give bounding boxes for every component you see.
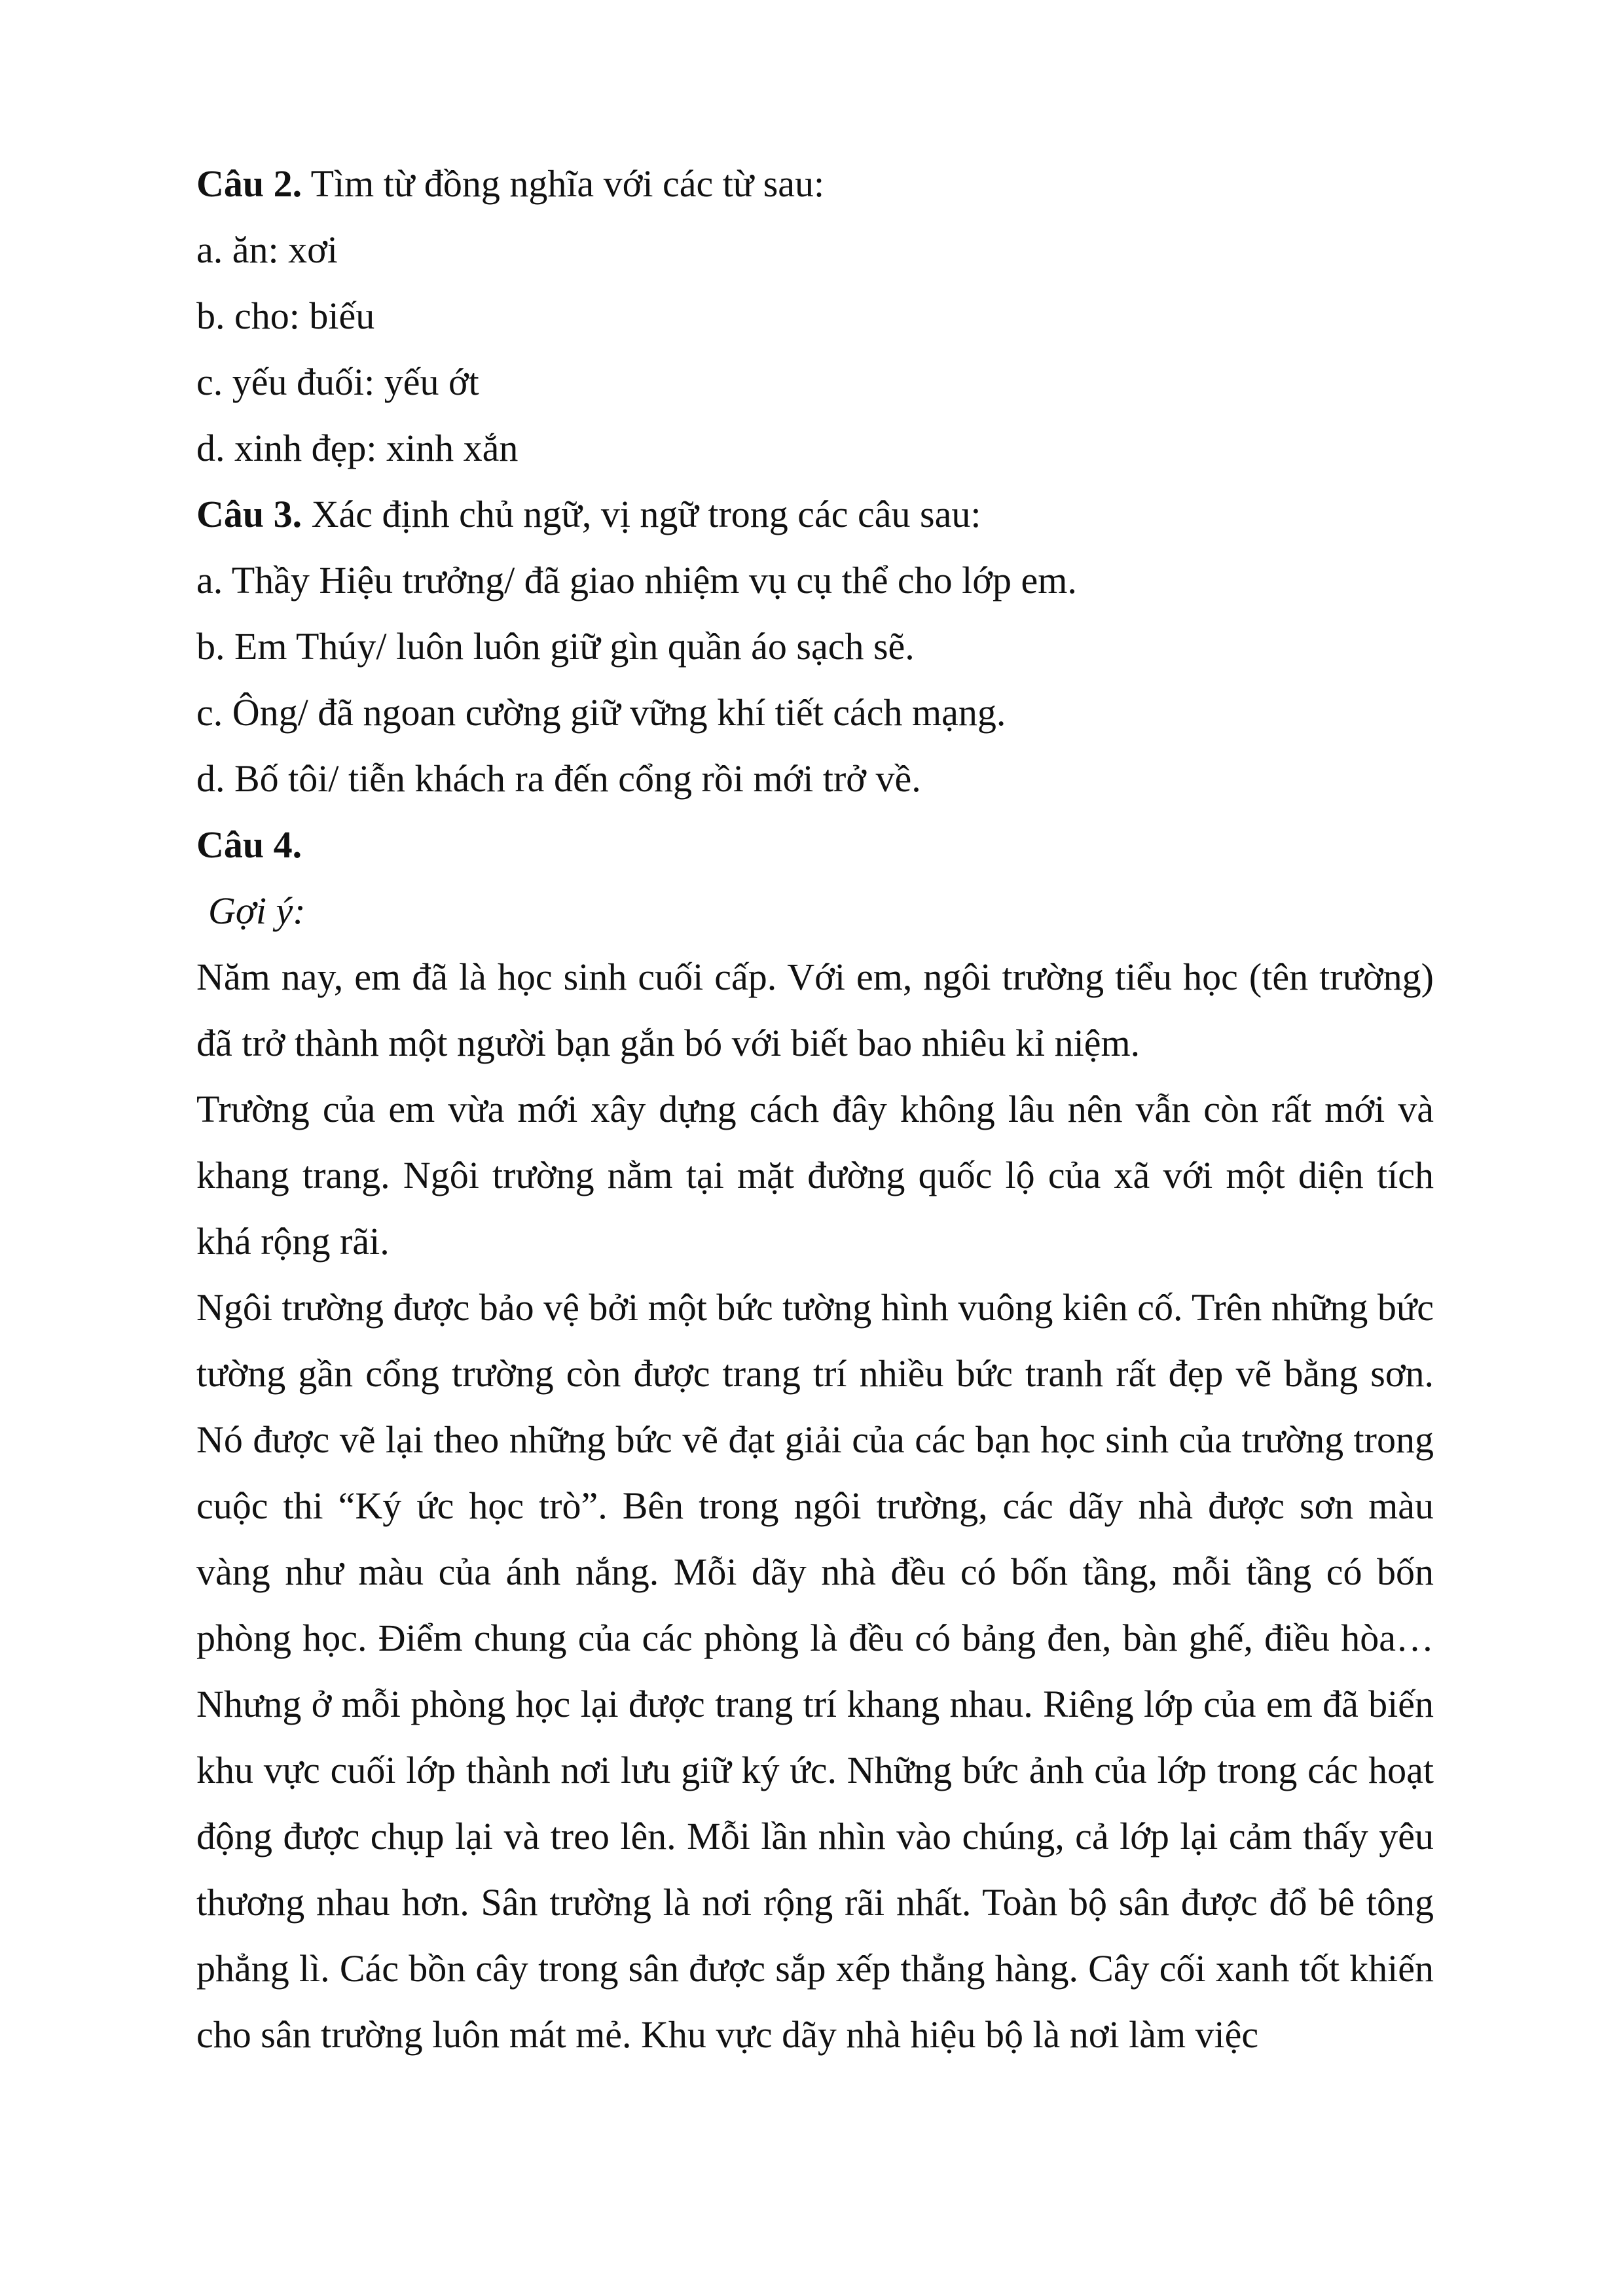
question-3-heading — [196, 481, 1434, 547]
question-2-item-b: b. cho: biếu — [196, 295, 375, 337]
question-3-item-a: a. Thầy Hiệu trưởng/ đã giao nhiệm vụ cụ thể cho lớp em. — [196, 559, 1077, 601]
question-2-label: Câu 2. — [196, 162, 302, 205]
document-content — [196, 151, 1434, 2068]
question-3-label: Câu 3. — [196, 493, 302, 535]
question-2-item-d: d. xinh đẹp: xinh xắn — [196, 427, 519, 469]
question-3-prompt: Xác định chủ ngữ, vị ngữ trong các câu sau: — [302, 493, 981, 535]
question-3-item-b: b. Em Thúy/ luôn luôn giữ gìn quần áo sạch sẽ. — [196, 625, 915, 668]
question-4-label: Câu 4. — [196, 823, 302, 866]
question-2-item-c: c. yếu đuối: yếu ớt — [196, 361, 479, 403]
question-2-prompt: Tìm từ đồng nghĩa với các từ sau: — [302, 162, 825, 205]
question-2-item-a: a. ăn: xơi — [196, 228, 338, 271]
question-3-item-d: d. Bố tôi/ tiễn khách ra đến cổng rồi mới trở về. — [196, 757, 921, 800]
essay-paragraph-1: Năm nay, em đã là học sinh cuối cấp. Với em, ngôi trường tiểu học (tên trường) đã trở thành một người bạn gắn bó với biết bao nhiêu kỉ niệm. — [196, 956, 1434, 1064]
essay-paragraph-2: Trường của em vừa mới xây dựng cách đây không lâu nên vẫn còn rất mới và khang trang. Ngôi trường nằm tại mặt đường quốc lộ của xã với một diện tích khá rộng rãi. — [196, 1088, 1434, 1263]
question-2-heading — [196, 151, 1434, 217]
question-3-item-c: c. Ông/ đã ngoan cường giữ vững khí tiết cách mạng. — [196, 691, 1006, 734]
question-4-hint: Gợi ý: — [208, 889, 306, 932]
essay-paragraph-3: Ngôi trường được bảo vệ bởi một bức tường hình vuông kiên cố. Trên những bức tường gần cổng trường còn được trang trí nhiều bức tranh rất đẹp vẽ bằng sơn. Nó được vẽ lại theo những bức vẽ đạt giải của các bạn học sinh của trường trong cuộc thi “Ký ức học trò”. Bên trong ngôi trường, các dãy nhà được sơn màu vàng như màu của ánh nắng. Mỗi dãy nhà đều có bốn tầng, mỗi tầng có bốn phòng học. Điểm chung của các phòng là đều có bảng đen, bàn ghế, điều hòa… Nhưng ở mỗi phòng học lại được trang trí khang nhau. Riêng lớp của em đã biến khu vực cuối lớp thành nơi lưu giữ ký ức. Những bức ảnh của lớp trong các hoạt động được chụp lại và treo lên. Mỗi lần nhìn vào chúng, cả lớp lại cảm thấy yêu thương nhau hơn. Sân trường là nơi rộng rãi nhất. Toàn bộ sân được đổ bê tông phẳng lì. Các bồn cây trong sân được sắp xếp thẳng hàng. Cây cối xanh tốt khiến cho sân trường luôn mát mẻ. Khu vực dãy nhà hiệu bộ là nơi làm việc — [196, 1286, 1434, 2056]
